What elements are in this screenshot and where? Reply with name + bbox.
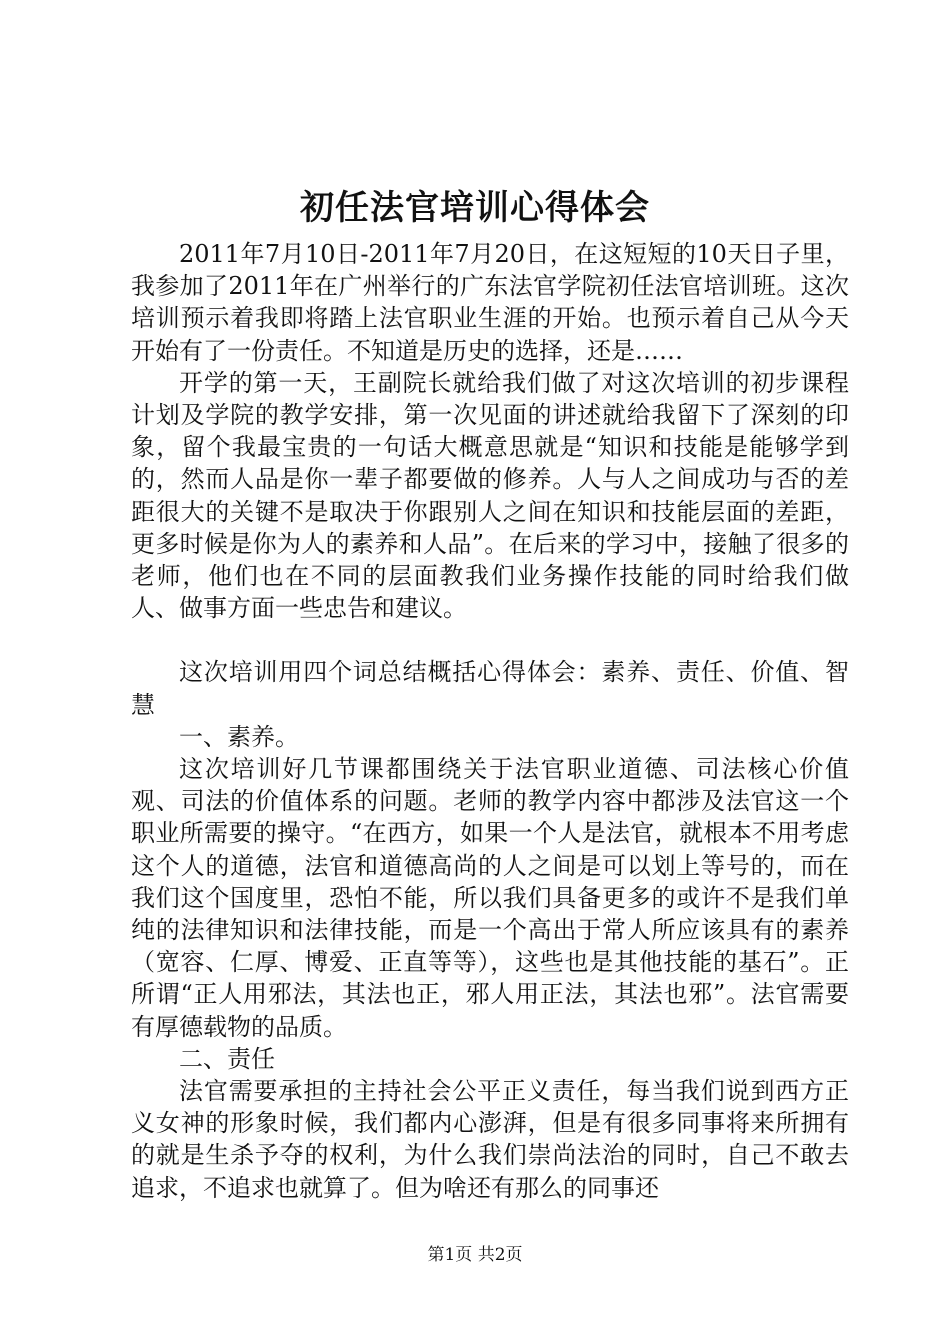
section-heading-responsibility: 二、责任 (179, 1044, 275, 1073)
document-title: 初任法官培训心得体会 (300, 188, 650, 228)
section-text-literacy: 这次培训好几节课都围绕关于法官职业道德、司法核心价值观、司法的价值体系的问题。老师的教学内容中都涉及法官这一个职业所需要的操守。“在西方，如果一个人是法官，就根本不用考虑这个人的道德，法官和道德高尚的人之间是可以划上等号的，而在我们这个国度里，恐怕不能，所以我们具备更多的或许不是我们单纯的法律知识和法律技能，而是一个高出于常人所应该具有的素养（宽容、仁厚、博爱、正直等等），这些也是其他技能的基石”。正所谓“正人用邪法，其法也正，邪人用正法，其法也邪”。法官需要有厚德载物的品质。 (131, 755, 849, 1041)
paragraph-summary: 这次培训用四个词总结概括心得体会：素养、责任、价值、智慧 (131, 658, 849, 719)
section-heading-literacy: 一、素养。 (179, 722, 299, 751)
section-text-responsibility: 法官需要承担的主持社会公平正义责任，每当我们说到西方正义女神的形象时候，我们都内心澎湃，但是有很多同事将来所拥有的就是生杀予夺的权利，为什么我们崇尚法治的同时，自己不敢去追求，不追求也就算了。但为啥还有那么的同事还 (131, 1077, 849, 1202)
page-number-footer: 第1页 共2页 (427, 1245, 523, 1265)
paragraph-first-day: 开学的第一天，王副院长就给我们做了对这次培训的初步课程计划及学院的教学安排，第一次见面的讲述就给我留下了深刻的印象，留个我最宝贵的一句话大概意思就是“知识和技能是能够学到的，然而人品是你一辈子都要做的修养。人与人之间成功与否的差距很大的关键不是取决于你跟别人之间在知识和技能层面的差距，更多时候是你为人的素养和人品”。在后来的学习中，接触了很多的老师，他们也在不同的层面教我们业务操作技能的同时给我们做人、做事方面一些忠告和建议。 (131, 368, 849, 623)
paragraph-intro: 2011年7月10日-2011年7月20日，在这短短的10天日子里，我参加了2011年在广州举行的广东法官学院初任法官培训班。这次培训预示着我即将踏上法官职业生涯的开始。也预示着自己从今天开始有了一份责任。不知道是历史的选择，还是…… (131, 240, 849, 365)
document-body (131, 238, 849, 1204)
